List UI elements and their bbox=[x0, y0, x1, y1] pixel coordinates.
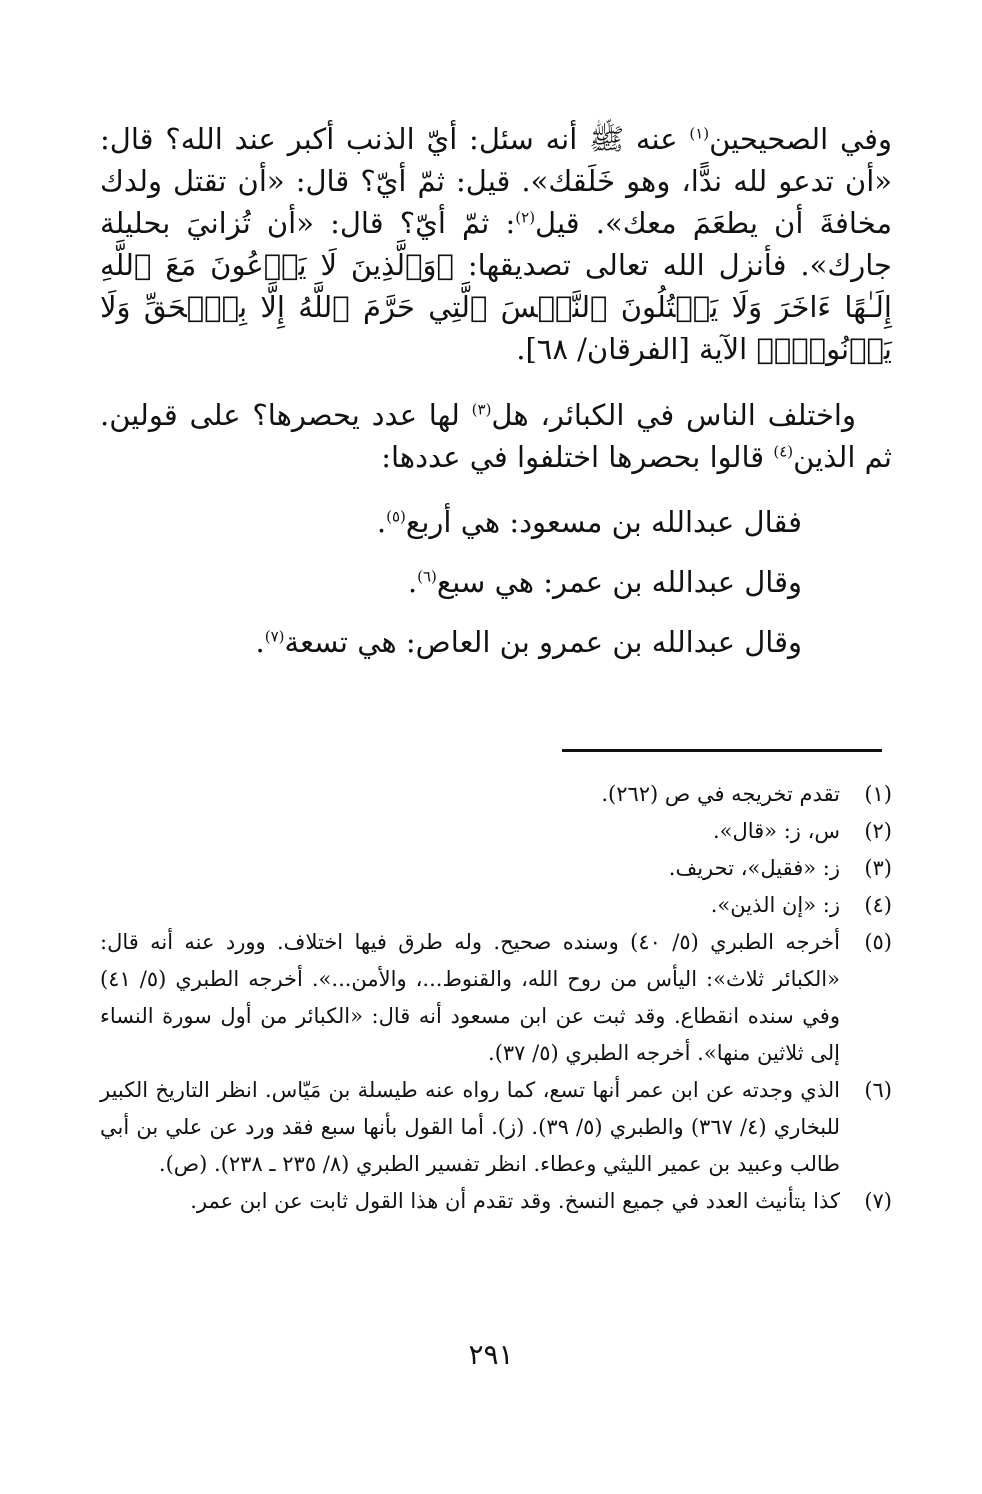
opinion-end: . bbox=[407, 565, 418, 599]
footnote-number: (١) bbox=[864, 782, 892, 806]
footnote-ref-3: (٣) bbox=[471, 400, 492, 419]
paragraph-hadith bbox=[100, 118, 892, 370]
paragraph-text: واختلف الناس في الكبائر، هل bbox=[491, 398, 856, 432]
footnote-ref-6: (٦) bbox=[417, 567, 437, 586]
footnote-ref-4: (٤) bbox=[773, 442, 794, 461]
paragraph-text: : ثمّ أيّ؟ قال: «أن تُزانيَ بحليلة جارك». فأنزل الله تعالى تصديقها: ﴿وَٱلَّذِينَ لَا يَدۡعُونَ مَعَ ٱللَّهِ إِلَـٰهًا ءَاخَرَ وَلَا يَقۡتُلُونَ ٱلنَّفۡسَ ٱلَّتِي حَرَّمَ ٱللَّهُ إِلَّا بِٱلۡحَقِّ وَلَا يَزۡنُونَۚ﴾ الآية [الفرقان/ ٦٨]. bbox=[100, 206, 892, 366]
main-text bbox=[100, 118, 892, 672]
opinion-text: فقال عبدالله بن مسعود: هي أربع bbox=[405, 505, 802, 539]
footnote-ref-1: (١) bbox=[689, 124, 710, 143]
opinion-ibn-masud bbox=[100, 492, 892, 552]
footnote-3 bbox=[100, 850, 892, 887]
opinion-end: . bbox=[376, 505, 387, 539]
opinion-ibn-amr bbox=[100, 612, 892, 672]
paragraph-text: عنه ﷺ أنه سئل: أيّ الذنب أكبر عند الله؟ قال: «أن تدعو لله ندًّا، وهو خَلَقك». قيل: ثمّ أيّ؟ قال: «أن تقتل ولدك مخافةَ أن يطعَمَ معك». قيل bbox=[100, 122, 892, 240]
paragraph-disagreement bbox=[100, 394, 892, 478]
footnote-text: تقدم تخريجه في ص (٢٦٢). bbox=[601, 782, 840, 806]
opinion-end: . bbox=[255, 625, 265, 659]
footnote-1 bbox=[100, 776, 892, 813]
footnote-text: س، ز: «قال». bbox=[712, 819, 840, 843]
footnote-number: (٦) bbox=[864, 1078, 892, 1102]
opinions-list bbox=[100, 492, 892, 672]
footnote-text: كذا بتأنيث العدد في جميع النسخ. وقد تقدم أن هذا القول ثابت عن ابن عمر. bbox=[190, 1189, 840, 1213]
footnote-2 bbox=[100, 813, 892, 850]
footnotes bbox=[100, 776, 892, 1220]
footnote-divider bbox=[562, 749, 882, 752]
paragraph-text: لها عدد يحصرها؟ على قولين. ثم الذين bbox=[100, 398, 892, 474]
footnote-number: (٢) bbox=[864, 819, 892, 843]
footnote-7 bbox=[100, 1183, 892, 1220]
footnote-text: أخرجه الطبري (٥/ ٤٠) وسنده صحيح. وله طرق فيها اختلاف. وورد عنه أنه قال: «الكبائر ثلاث»: اليأس من روح الله، والقنوط...، والأمن...». أخرجه الطبري (٥/ ٤١) وفي سنده انقطاع. وقد ثبت عن ابن مسعود أنه قال: «الكبائر من أول سورة النساء إلى ثلاثين منها». أخرجه الطبري (٥/ ٣٧). bbox=[100, 930, 840, 1065]
page-number: ٢٩١ bbox=[468, 1338, 514, 1371]
paragraph-text: وفي الصحيحين bbox=[709, 122, 893, 156]
footnote-ref-7: (٧) bbox=[264, 627, 285, 646]
footnote-number: (٣) bbox=[864, 856, 892, 880]
footnote-5 bbox=[100, 924, 892, 1072]
footnote-text: ز: «إن الذين». bbox=[710, 893, 840, 917]
opinion-ibn-umar bbox=[100, 552, 892, 612]
opinion-text: وقال عبدالله بن عمر: هي سبع bbox=[436, 565, 802, 599]
opinion-text: وقال عبدالله بن عمرو بن العاص: هي تسعة bbox=[284, 625, 802, 659]
footnote-ref-5: (٥) bbox=[386, 507, 406, 526]
footnote-6 bbox=[100, 1072, 892, 1183]
footnote-number: (٥) bbox=[864, 930, 892, 954]
footnote-4 bbox=[100, 887, 892, 924]
paragraph-text: قالوا بحصرها اختلفوا في عددها: bbox=[381, 440, 774, 474]
footnote-text: ز: «فقيل»، تحريف. bbox=[668, 856, 840, 880]
footnote-text: الذي وجدته عن ابن عمر أنها تسع، كما رواه عنه طيسلة بن مَيّاس. انظر التاريخ الكبير للبخاري (٤/ ٣٦٧) والطبري (٥/ ٣٩). (ز). أما القول بأنها سبع فقد ورد عن علي بن أبي طالب وعبيد بن عمير الليثي وعطاء. انظر تفسير الطبري (٨/ ٢٣٥ ـ ٢٣٨). (ص). bbox=[100, 1078, 840, 1176]
footnote-ref-2: (٢) bbox=[515, 208, 536, 227]
footnote-number: (٤) bbox=[864, 893, 892, 917]
footnote-number: (٧) bbox=[864, 1189, 892, 1213]
